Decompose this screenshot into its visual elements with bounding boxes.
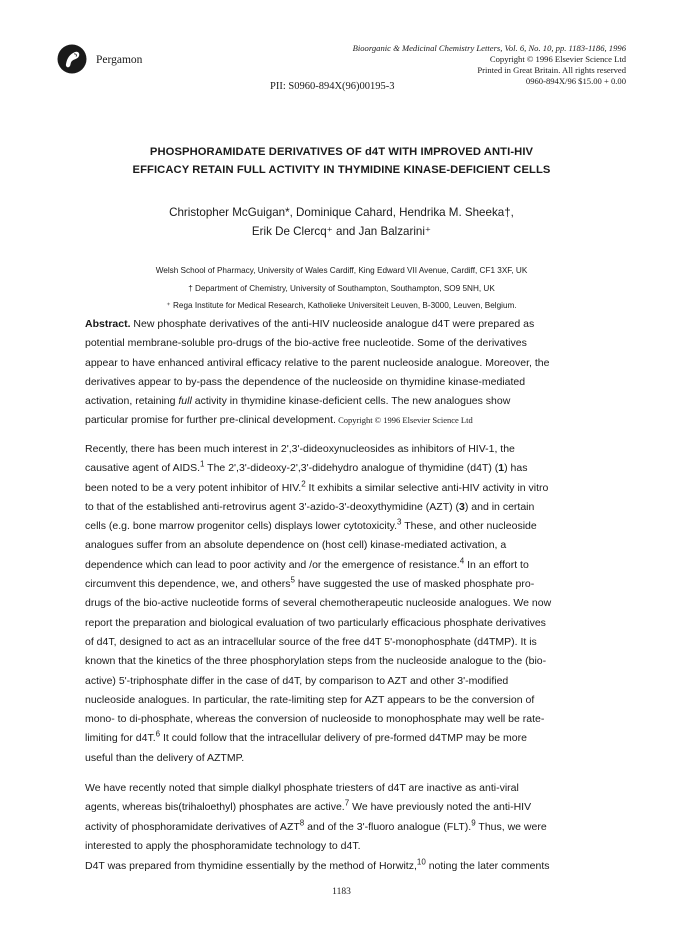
body-text: useful than the delivery of AZTMP. xyxy=(85,751,245,764)
author-list xyxy=(0,203,683,241)
abstract-copyright: Copyright © 1996 Elsevier Science Ltd xyxy=(335,415,473,426)
body-text: We have recently noted that simple dialkyl phosphate triesters of d4T are inactive as anti-viral xyxy=(85,782,519,794)
body-text: causative agent of AIDS. xyxy=(85,462,200,475)
body-text: been noted to be a very potent inhibitor of HIV. xyxy=(85,481,302,494)
body-text: interested to apply the phosphoramidate technology to d4T. xyxy=(85,839,361,852)
title-line: PHOSPHORAMIDATE DERIVATIVES OF d4T WITH IMPROVED ANTI-HIV xyxy=(149,146,534,158)
pergamon-logo-icon xyxy=(57,44,87,74)
body-text: ) has xyxy=(504,462,528,475)
abstract-text: derivatives appear to by-pass the dependence of the nucleoside on thymidine kinase-mediated xyxy=(85,375,526,388)
body-text: mono- to di-phosphate, whereas the conversion of nucleoside to monophosphate may well be rate- xyxy=(85,713,545,726)
body-text: ) and in certain xyxy=(464,500,535,513)
pii-identifier: PII: S0960-894X(96)00195-3 xyxy=(270,81,395,92)
issn-line: 0960-894X/96 $15.00 + 0.00 xyxy=(525,76,626,86)
body-text: report the preparation and biological evaluation of two particularly efficacious phosphate derivatives xyxy=(85,616,546,629)
abstract-text: appear to have enhanced antiviral efficacy relative to the parent nucleoside analogue. Moreover, the xyxy=(85,356,550,369)
body-text: D4T was prepared from thymidine essentially by the method of Horwitz, xyxy=(85,860,417,872)
body-text: active) 5'-triphosphate differ in the case of d4T, by comparison to AZT and other 3'-modified xyxy=(85,674,509,687)
affiliation: † Department of Chemistry, University of Southampton, Southampton, SO9 5NH, UK xyxy=(188,283,495,293)
body-text: to that of the established anti-retrovirus agent 3'-azido-3'-deoxythymidine (AZT) ( xyxy=(85,500,460,513)
body-text: Recently, there has been much interest in 2',3'-dideoxynucleosides as inhibitors of HIV-1, the xyxy=(85,443,515,455)
compound-number: 3 xyxy=(459,500,465,513)
citation-ref: 9 xyxy=(471,818,476,828)
body-text: We have previously noted the anti-HIV xyxy=(349,801,532,814)
page-number: 1183 xyxy=(332,887,351,897)
body-paragraph xyxy=(85,440,641,768)
body-text: and of the 3'-fluoro analogue (FLT). xyxy=(304,820,472,833)
body-paragraph xyxy=(85,857,641,876)
body-text: These, and other nucleoside xyxy=(401,520,537,533)
citation-ref: 8 xyxy=(299,818,305,828)
body-text: Thus, we were xyxy=(475,820,547,833)
citation-ref: 5 xyxy=(290,575,295,585)
body-text: cells (e.g. bone marrow progenitor cells) displays lower cytotoxicity. xyxy=(85,520,398,533)
body-text: activity of phosphoramidate derivatives of AZT xyxy=(85,820,300,833)
abstract-text: potential membrane-soluble pro-drugs of the bio-active free nucleotide. Some of the derivatives xyxy=(85,337,527,350)
abstract-text: activity in thymidine kinase-deficient cells. The new analogues show xyxy=(191,395,511,408)
citation-ref: 3 xyxy=(397,517,402,527)
body-text: It exhibits a similar selective anti-HIV activity in vitro xyxy=(305,481,549,494)
body-text: circumvent this dependence, we, and others xyxy=(85,578,291,591)
affiliation: Welsh School of Pharmacy, University of Wales Cardiff, King Edward VII Avenue, Cardiff, CF1 3XF, UK xyxy=(155,266,528,275)
body-text: In an effort to xyxy=(464,558,529,571)
authors-line: Erik De Clercq⁺ and Jan Balzarini⁺ xyxy=(251,225,432,238)
abstract-emphasis: full xyxy=(178,395,192,408)
body-text: have suggested the use of masked phosphate pro- xyxy=(294,578,535,591)
title-line: EFFICACY RETAIN FULL ACTIVITY IN THYMIDINE KINASE-DEFICIENT CELLS xyxy=(132,164,551,176)
publisher-name: Pergamon xyxy=(96,54,143,66)
citation-ref: 1 xyxy=(200,459,205,469)
body-text: dependence which can lead to poor activity and /or the emergence of resistance. xyxy=(85,558,460,571)
body-text: drugs of the bio-active nucleotide forms of several chemotherapeutic nucleoside analogues. We now xyxy=(85,597,552,610)
affiliation-list xyxy=(0,262,683,315)
body-text: of d4T, designed to act as an intracellular source of the free d4T 5'-monophosphate (d4TMP). It is xyxy=(85,635,537,648)
abstract-text: activation, retaining xyxy=(85,395,179,408)
abstract-text: particular promise for further pre-clinical development. xyxy=(85,414,336,427)
article-title xyxy=(0,143,683,179)
body-text: known that the kinetics of the three phosphorylation steps from the nucleoside analogue to the (bio- xyxy=(85,655,547,668)
body-text: limiting for d4T. xyxy=(85,732,156,745)
body-text: agents, whereas bis(trihaloethyl) phosphates are active. xyxy=(85,801,345,814)
body-text: analogues suffer from an absolute dependence on (host cell) kinase-mediated activation, a xyxy=(85,539,507,552)
authors-line: Christopher McGuigan*, Dominique Cahard, Hendrika M. Sheeka†, xyxy=(169,206,514,219)
copyright-line: Copyright © 1996 Elsevier Science Ltd xyxy=(489,54,626,64)
citation-ref: 2 xyxy=(301,479,306,489)
abstract xyxy=(85,315,641,431)
compound-number: 1 xyxy=(498,462,505,475)
body-text: nucleoside analogues. In particular, the rate-limiting step for AZT appears to be the conversion of xyxy=(85,693,535,706)
citation-ref: 10 xyxy=(416,857,426,867)
affiliation: ⁺ Rega Institute for Medical Research, Katholieke Universiteit Leuven, B-3000, Leuven, Belgium. xyxy=(166,301,517,310)
printed-line: Printed in Great Britain. All rights reserved xyxy=(477,65,626,75)
body-paragraph xyxy=(85,779,641,856)
body-text: noting the later comments xyxy=(425,860,550,872)
citation-ref: 6 xyxy=(155,729,161,739)
abstract-label: Abstract. xyxy=(85,318,131,330)
body-text: It could follow that the intracellular delivery of pre-formed d4TMP may be more xyxy=(160,732,527,745)
citation-ref: 7 xyxy=(344,798,350,808)
citation-ref: 4 xyxy=(459,556,465,566)
journal-line: Bioorganic & Medicinal Chemistry Letters, Vol. 6, No. 10, pp. 1183-1186, 1996 xyxy=(352,43,626,53)
abstract-text: New phosphate derivatives of the anti-HIV nucleoside analogue d4T were prepared as xyxy=(130,318,535,330)
body-text: The 2',3'-dideoxy-2',3'-didehydro analogue of thymidine (d4T) ( xyxy=(204,462,499,475)
